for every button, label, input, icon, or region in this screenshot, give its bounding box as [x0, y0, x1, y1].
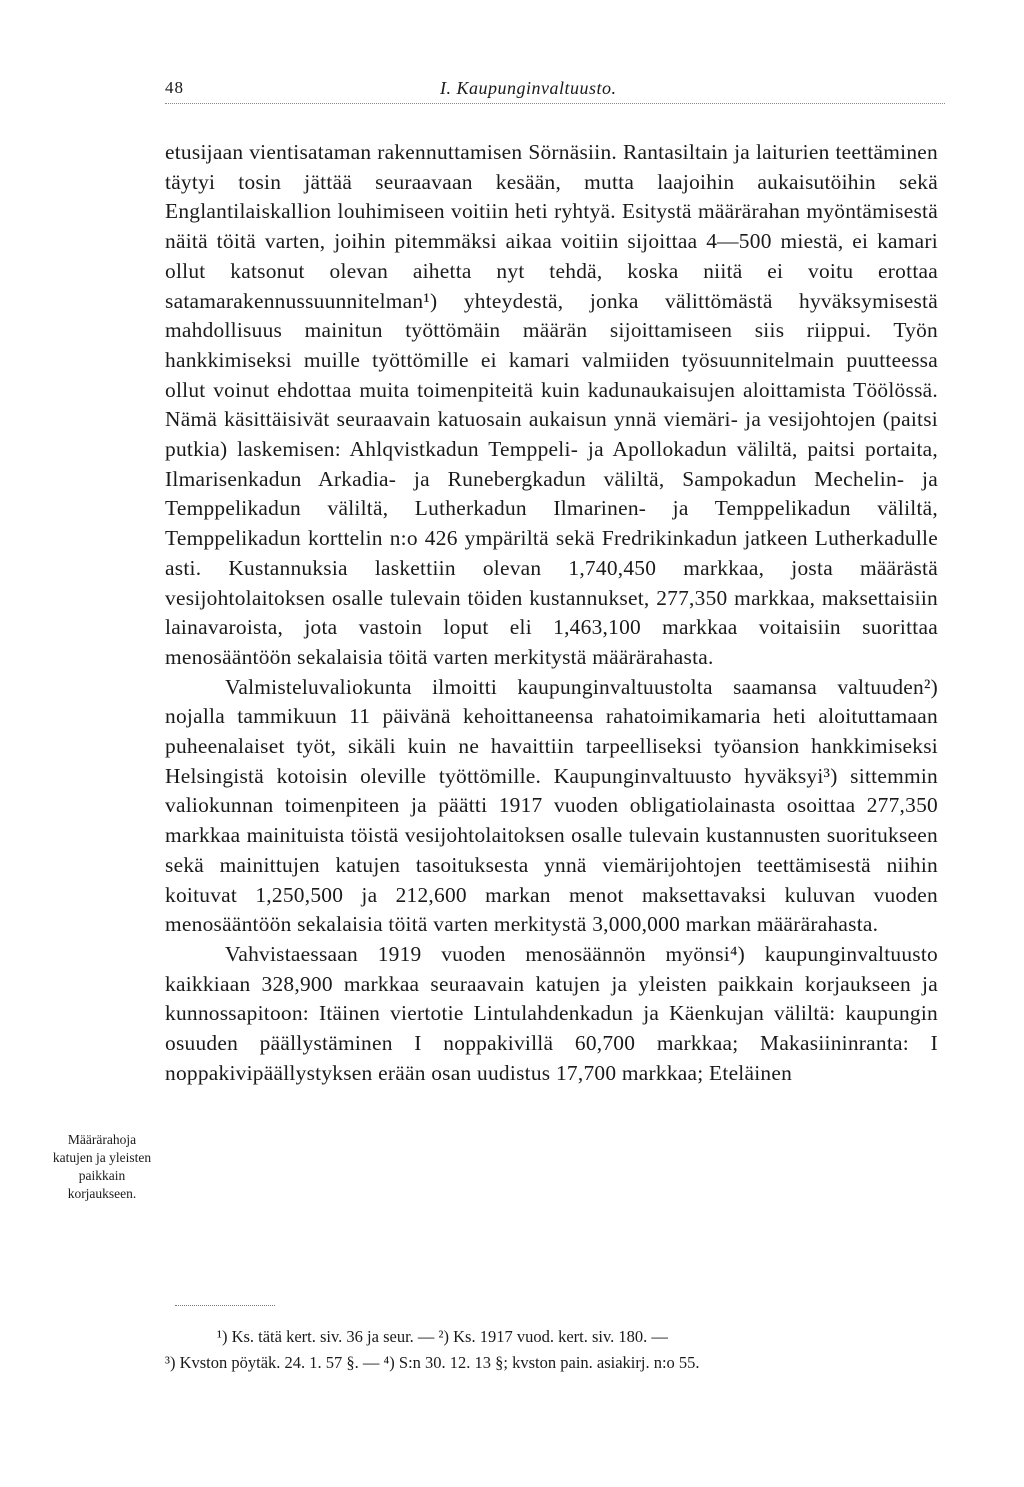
paragraph-2: Valmisteluvaliokunta ilmoitti kaupunginvaltuustolta saamansa valtuuden²) nojalla tammikuun 11 päivänä kehoittaneensa rahatoimikamaria heti aloituttamaan puheenalaiset työt, sikäli kuin ne havaittiin tarpeelliseksi työansion hankkimiseksi Helsingistä kotoisin oleville työttömille. Kaupunginvaltuusto hyväksyi³) sittemmin valiokunnan toimenpiteen ja päätti 1917 vuoden obligatiolainasta osoittaa 277,350 markkaa mainituista töistä vesijohtolaitoksen osalle tulevain kustannusten suoritukseen sekä mainittujen katujen tasoituksesta ynnä viemärijohtojen teettämisestä niihin koituvat 1,250,500 ja 212,600 markan menot maksettavaksi kuluvan vuoden menosääntöön sekalaisia töitä varten merkitystä 3,000,000 markan määrärahasta. [165, 674, 938, 937]
paragraph-1: etusijaan vientisataman rakennuttamisen Sörnäsiin. Rantasiltain ja laiturien teettäminen täytyi tosin jättää seuraavaan kesään, mutta laajoihin aukaisutöihin sekä Englantilaiskallion louhimiseen voitiin heti ryhtyä. Esitystä määrärahan myöntämisestä näitä töitä varten, joihin pitemmäksi aikaa voitiin sijoittaa 4—500 miestä, ei kamari ollut katsonut olevan aihetta nyt tehdä, koska niitä ei voitu erottaa satamarakennussuunnitelman¹) yhteydestä, jonka välittömästä hyväksymisestä mahdollisuus mainitun työttömäin määrän sijoittamiseen siis riippui. Työn hankkimiseksi muille työttömille ei kamari valmiiden työsuunnitelmain puutteessa ollut voinut ehdottaa muita toimenpiteitä kuin kadunaukaisujen aloittamista Töölössä. Nämä käsittäisivät seuraavain katuosain aukaisun ynnä viemäri- ja vesijohtojen (paitsi putkia) laskemisen: Ahlqvistkadun Temppeli- ja Apollokadun väliltä, paitsi portaita, Ilmarisenkadun Arkadia- ja Runebergkadun väliltä, Sampokadun Mechelin- ja Temppelikadun väliltä, Lutherkadun Ilmarinen- ja Temppelikadun väliltä, Temppelikadun korttelin n:o 426 ympäriltä sekä Fredrikinkadun jatkeen Lutherkadulle asti. Kustannuksia laskettiin olevan 1,740,450 markkaa, josta määrästä vesijohtolaitoksen osalle tulevain töiden kustannukset, 277,350 markkaa, maksettaisiin lainavaroista, jota vastoin loput eli 1,463,100 markkaa voitaisiin suorittaa menosääntöön sekalaisia töitä varten merkitystä määrärahasta. [165, 140, 938, 669]
margin-note: Määrärahoja katujen ja yleisten paikkain korjaukseen. [52, 1132, 152, 1201]
footnotes [165, 1324, 945, 1376]
paragraph-3: Vahvistaessaan 1919 vuoden menosäännön myönsi⁴) kaupunginvaltuusto kaikkiaan 328,900 markkaa seuraavain katujen ja yleisten paikkain korjaukseen ja kunnossapitoon: Itäinen viertotie Lintulahdenkadun ja Käenkujan väliltä: kaupungin osuuden päällystäminen I noppakivillä 60,700 markkaa; Makasiininranta: I noppakivipäällystyksen erään osan uudistus 17,700 markkaa; Eteläinen [165, 941, 938, 1085]
footnote-line-2: ³) Kvston pöytäk. 24. 1. 57 §. — ⁴) S:n 30. 12. 13 §; kvston pain. asiakirj. n:o 55. [165, 1353, 700, 1372]
running-title: I. Kaupunginvaltuusto. [440, 78, 617, 98]
footnote-rule [175, 1305, 275, 1306]
page-number: 48 [165, 78, 184, 97]
footnote-line-1: ¹) Ks. tätä kert. siv. 36 ja seur. — ²) Ks. 1917 vuod. kert. siv. 180. — [217, 1327, 668, 1346]
page-header [0, 78, 1024, 104]
body-text [165, 138, 938, 1089]
header-rule [165, 103, 945, 104]
